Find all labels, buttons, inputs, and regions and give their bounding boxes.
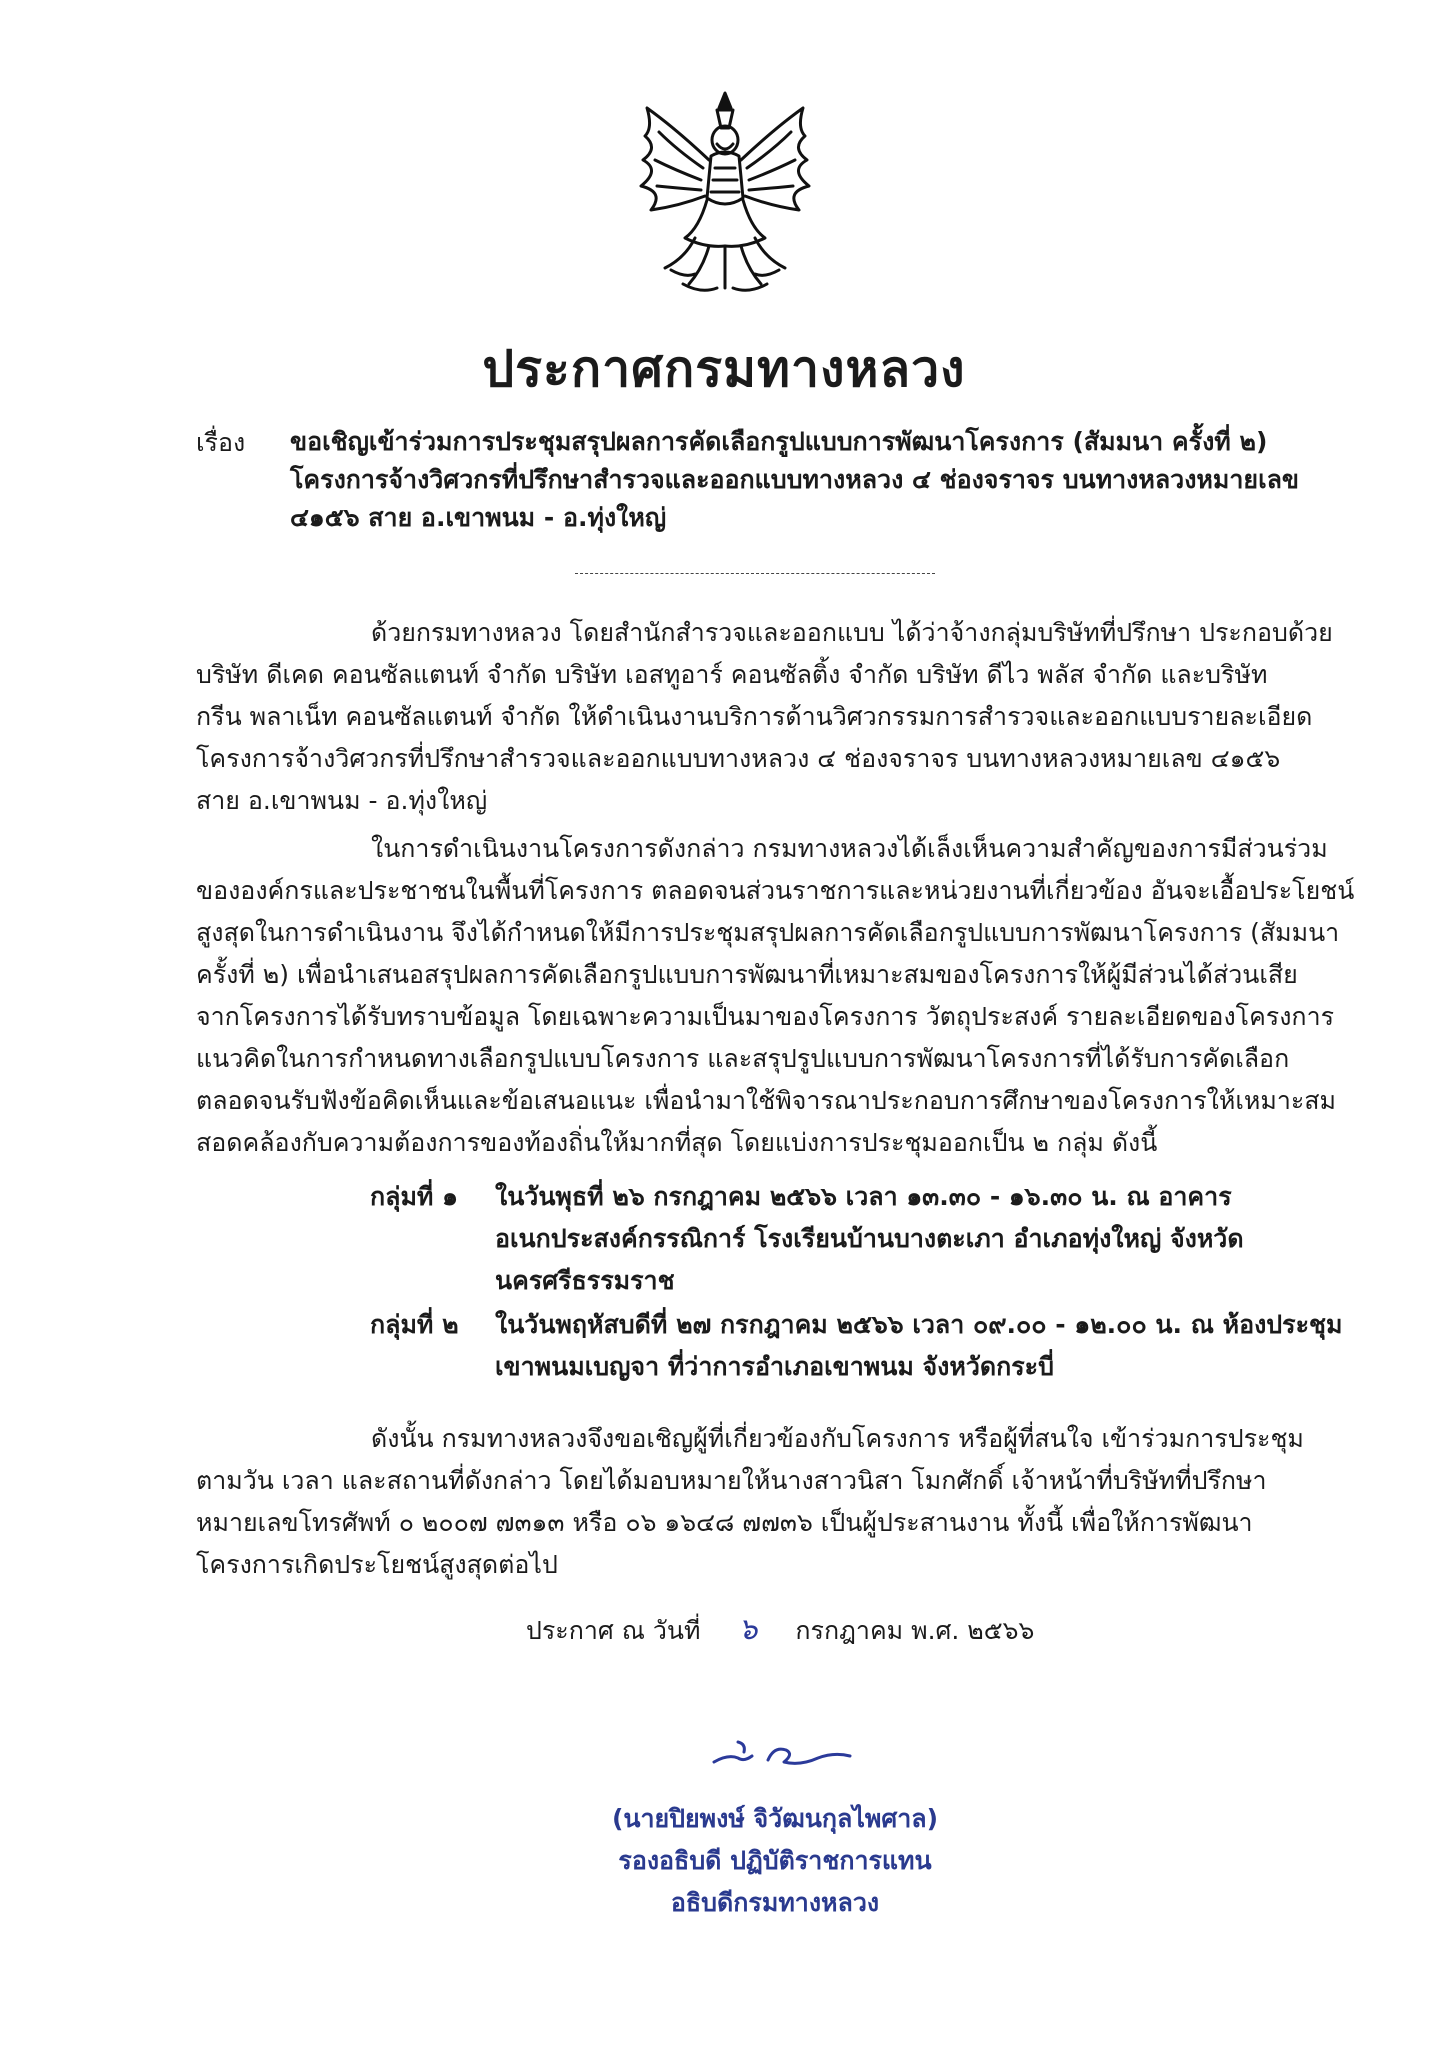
- paragraph-line: สอดคล้องกับความต้องการของท้องถิ่นให้มากที่สุด โดยแบ่งการประชุมออกเป็น ๒ กลุ่ม ดังนี้: [196, 1128, 1158, 1157]
- announcement-date: [526, 1606, 1034, 1653]
- group-line: อเนกประสงค์กรรณิการ์ โรงเรียนบ้านบางตะเภา อำเภอทุ่งใหญ่ จังหวัด: [495, 1224, 1244, 1253]
- paragraph-2: [196, 828, 1355, 1164]
- meeting-group-1: [370, 1176, 1320, 1302]
- group-line: นครศรีธรรมราช: [495, 1266, 675, 1295]
- paragraph-line: ตลอดจนรับฟังข้อคิดเห็นและข้อเสนอแนะ เพื่อนำมาใช้พิจารณาประกอบการศึกษาของโครงการให้เหมาะสม: [196, 1086, 1337, 1115]
- divider-line: [575, 573, 935, 574]
- subject-label: เรื่อง: [196, 428, 246, 457]
- paragraph-line: หมายเลขโทรศัพท์ ๐ ๒๐๐๗ ๗๓๑๓ หรือ ๐๖ ๑๖๔๘ ๗๗๓๖ เป็นผู้ประสานงาน ทั้งนี้ เพื่อให้การพัฒนา: [196, 1508, 1253, 1537]
- group-label: กลุ่มที่ ๒: [370, 1310, 459, 1339]
- group-line: ในวันพุธที่ ๒๖ กรกฎาคม ๒๕๖๖ เวลา ๑๓.๓๐ - ๑๖.๓๐ น. ณ อาคาร: [495, 1182, 1232, 1211]
- paragraph-line: แนวคิดในการกำหนดทางเลือกรูปแบบโครงการ และสรุปรูปแบบการพัฒนาโครงการที่ได้รับการคัดเลือก: [196, 1044, 1290, 1073]
- paragraph-line: ขององค์กรและประชาชนในพื้นที่โครงการ ตลอดจนส่วนราชการและหน่วยงานที่เกี่ยวข้อง อันจะเอื้อประโยชน์: [196, 876, 1355, 905]
- handwritten-signature: [708, 1730, 858, 1775]
- paragraph-1: [196, 612, 1333, 822]
- meeting-groups: [370, 1176, 1343, 1390]
- meeting-group-2: [370, 1304, 1343, 1388]
- paragraph-line: กรีน พลาเน็ท คอนซัลแตนท์ จำกัด ให้ดำเนินงานบริการด้านวิศวกรรมการสำรวจและออกแบบรายละเอียด: [196, 702, 1313, 731]
- subject-line: ขอเชิญเข้าร่วมการประชุมสรุปผลการคัดเลือกรูปแบบการพัฒนาโครงการ (สัมมนา ครั้งที่ ๒): [290, 427, 1268, 456]
- paragraph-line: โครงการเกิดประโยชน์สูงสุดต่อไป: [196, 1550, 558, 1579]
- signer-name: (นายปิยพงษ์ จิวัฒนกุลไพศาล): [611, 1804, 939, 1833]
- date-prefix: ประกาศ ณ วันที่: [526, 1616, 701, 1645]
- paragraph-line: สูงสุดในการดำเนินงาน จึงได้กำหนดให้มีการประชุมสรุปผลการคัดเลือกรูปแบบการพัฒนาโครงการ (สัมมนา: [196, 918, 1340, 947]
- subject-line: โครงการจ้างวิศวกรที่ปรึกษาสำรวจและออกแบบทางหลวง ๔ ช่องจราจร บนทางหลวงหมายเลข: [290, 465, 1300, 494]
- subject-text: [290, 423, 1320, 537]
- signer-title: อธิบดีกรมทางหลวง: [670, 1888, 880, 1917]
- group-label: กลุ่มที่ ๑: [370, 1182, 458, 1211]
- group-line: เขาพนมเบญจา ที่ว่าการอำเภอเขาพนม จังหวัดกระบี่: [495, 1352, 1054, 1381]
- paragraph-line: ในการดำเนินงานโครงการดังกล่าว กรมทางหลวงได้เล็งเห็นความสำคัญของการมีส่วนร่วม: [371, 834, 1328, 863]
- garuda-emblem-icon: [625, 88, 825, 303]
- date-day: ๖: [738, 1612, 758, 1647]
- paragraph-line: สาย อ.เขาพนม - อ.ทุ่งใหญ่: [196, 786, 488, 815]
- group-line: ในวันพฤหัสบดีที่ ๒๗ กรกฎาคม ๒๕๖๖ เวลา ๐๙.๐๐ - ๑๒.๐๐ น. ณ ห้องประชุม: [495, 1310, 1343, 1339]
- paragraph-line: ครั้งที่ ๒) เพื่อนำเสนอสรุปผลการคัดเลือกรูปแบบการพัฒนาที่เหมาะสมของโครงการให้ผู้มีส่วนได้ส่วนเสีย: [196, 960, 1298, 989]
- signer-position: รองอธิบดี ปฏิบัติราชการแทน: [618, 1846, 932, 1875]
- paragraph-line: บริษัท ดีเคด คอนซัลแตนท์ จำกัด บริษัท เอสทูอาร์ คอนซัลติ้ง จำกัด บริษัท ดีไว พลัส จำกัด และบริษัท: [196, 660, 1268, 689]
- paragraph-3: [196, 1418, 1321, 1586]
- document-title: ประกาศกรมทางหลวง: [482, 340, 966, 398]
- paragraph-line: ดังนั้น กรมทางหลวงจึงขอเชิญผู้ที่เกี่ยวข้องกับโครงการ หรือผู้ที่สนใจ เข้าร่วมการประชุม: [371, 1424, 1304, 1453]
- paragraph-line: โครงการจ้างวิศวกรที่ปรึกษาสำรวจและออกแบบทางหลวง ๔ ช่องจราจร บนทางหลวงหมายเลข ๔๑๕๖: [196, 744, 1281, 773]
- paragraph-line: ตามวัน เวลา และสถานที่ดังกล่าว โดยได้มอบหมายให้นางสาวนิสา โมกศักดิ์ เจ้าหน้าที่บริษัทที่ปรึกษา: [196, 1466, 1267, 1495]
- paragraph-line: จากโครงการได้รับทราบข้อมูล โดยเฉพาะความเป็นมาของโครงการ วัตถุประสงค์ รายละเอียดของโครงการ: [196, 1002, 1335, 1031]
- paragraph-line: ด้วยกรมทางหลวง โดยสำนักสำรวจและออกแบบ ได้ว่าจ้างกลุ่มบริษัทที่ปรึกษา ประกอบด้วย: [371, 618, 1333, 647]
- subject-line: ๔๑๕๖ สาย อ.เขาพนม - อ.ทุ่งใหญ่: [290, 503, 667, 532]
- date-suffix: กรกฎาคม พ.ศ. ๒๕๖๖: [795, 1616, 1035, 1645]
- signer-block: [560, 1798, 990, 1924]
